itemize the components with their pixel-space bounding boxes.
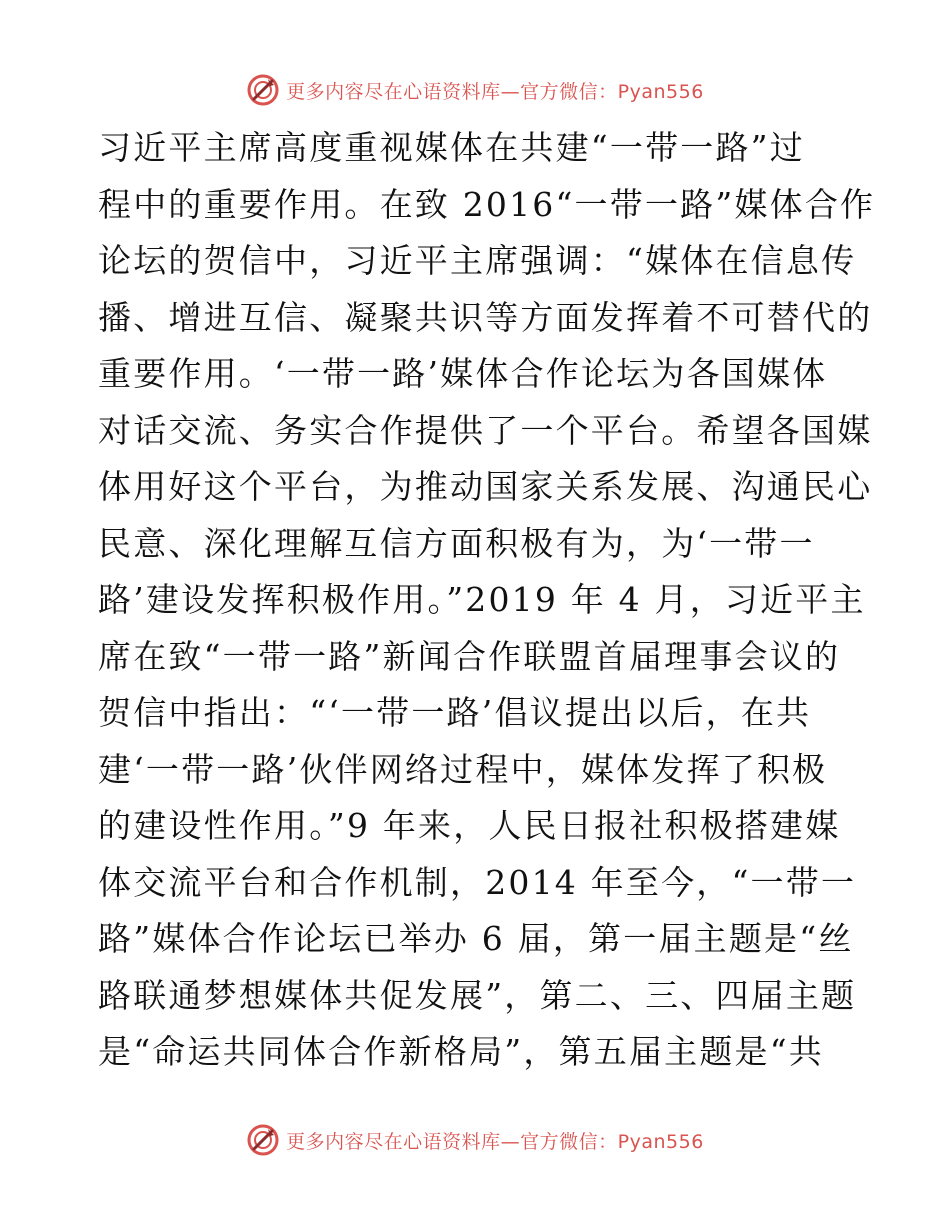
text-line: 路联通梦想媒体共促发展”，第二、三、四届主题 xyxy=(98,975,857,1015)
text-line: 对话交流、务实合作提供了一个平台。希望各国媒 xyxy=(98,410,873,450)
watermark-text: 更多内容尽在心语资料库—官方微信：Pyan556 xyxy=(286,1130,704,1153)
text-line: 贺信中指出：“‘一带一路’倡议提出以后，在共 xyxy=(98,693,812,732)
text-line: 路’建设发挥积极作用。”2019 年 4 月，习近平主 xyxy=(98,580,866,619)
logo-icon xyxy=(246,73,280,107)
watermark-text: 更多内容尽在心语资料库—官方微信：Pyan556 xyxy=(286,80,704,103)
text-line: 是“命运共同体合作新格局”，第五届主题是“共 xyxy=(98,1032,825,1071)
text-line: 体交流平台和合作机制，2014 年至今，“一带一 xyxy=(98,862,857,902)
text-line: 播、增进互信、凝聚共识等方面发挥着不可替代的 xyxy=(98,297,873,337)
text-line: 建‘一带一路’伙伴网络过程中，媒体发挥了积极 xyxy=(98,749,828,789)
header-watermark xyxy=(0,72,950,108)
text-line: 路”媒体合作论坛已举办 6 届，第一届主题是“丝 xyxy=(98,919,854,958)
text-line: 程中的重要作用。在致 2016“一带一路”媒体合作 xyxy=(98,184,876,224)
text-line: 席在致“一带一路”新闻合作联盟首届理事会议的 xyxy=(98,636,841,676)
text-line: 民意、深化理解互信方面积极有为，为‘一带一 xyxy=(98,523,815,563)
text-line: 论坛的贺信中，习近平主席强调：“媒体在信息传 xyxy=(98,241,857,280)
text-line: 习近平主席高度重视媒体在共建“一带一路”过 xyxy=(98,128,805,167)
text-line: 重要作用。‘一带一路’媒体合作论坛为各国媒体 xyxy=(98,354,828,393)
logo-icon xyxy=(246,1123,280,1157)
footer-watermark xyxy=(0,1122,950,1158)
document-body xyxy=(98,120,876,1081)
text-line: 的建设性作用。”9 年来，人民日报社积极搭建媒 xyxy=(98,806,841,845)
text-line: 体用好这个平台，为推动国家关系发展、沟通民心 xyxy=(98,467,873,506)
